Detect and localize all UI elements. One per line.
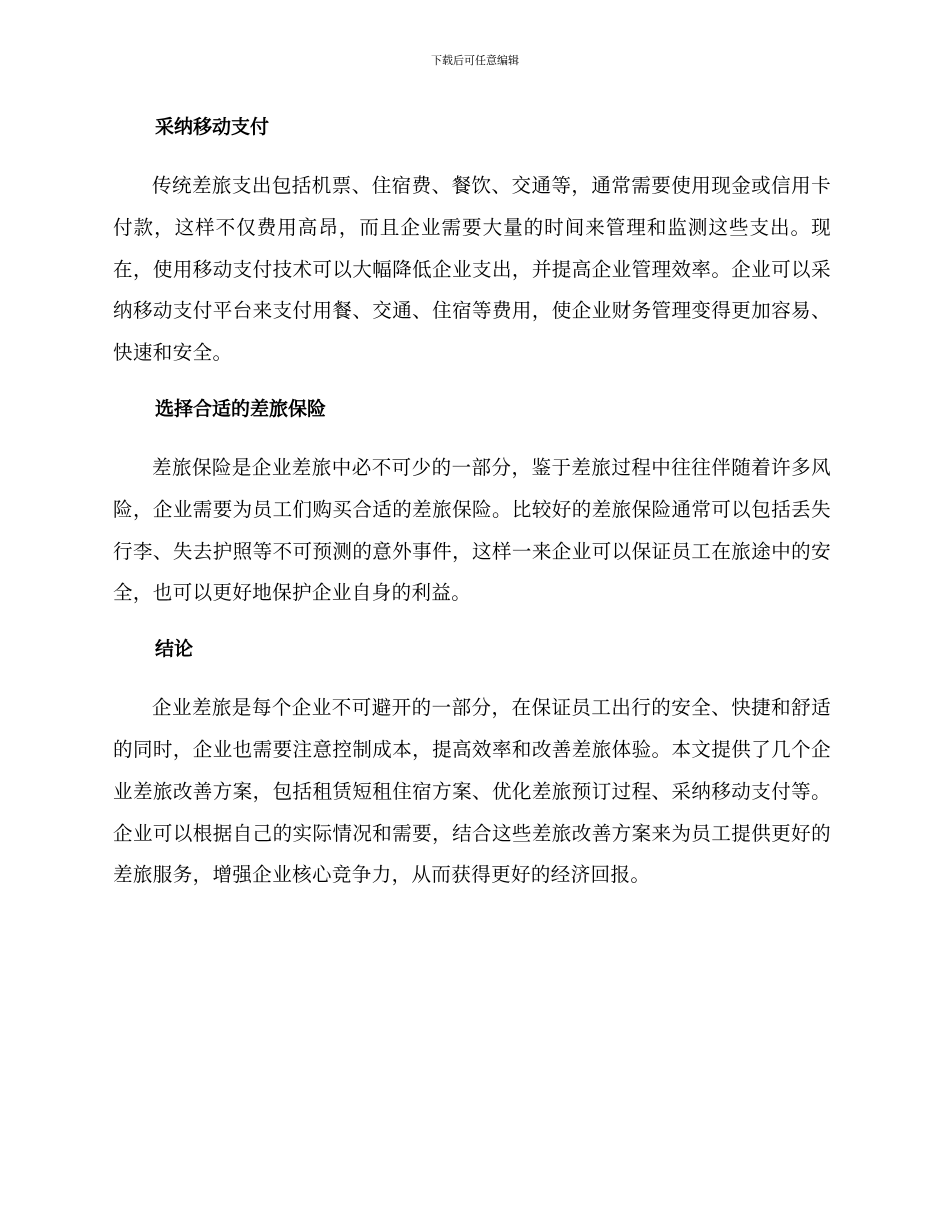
section-paragraph: 差旅保险是企业差旅中必不可少的一部分，鉴于差旅过程中往往伴随着许多风险，企业需要为员工们购买合适的差旅保险。比较好的差旅保险通常可以包括丢失行李、失去护照等不可预测的意外事件，这样一来企业可以保证员工在旅途中的安全，也可以更好地保护企业自身的利益。	[113, 455, 831, 605]
section-conclusion	[113, 632, 831, 896]
section-paragraph: 传统差旅支出包括机票、住宿费、餐饮、交通等，通常需要使用现金或信用卡付款，这样不仅费用高昂，而且企业需要大量的时间来管理和监测这些支出。现在，使用移动支付技术可以大幅降低企业支出，并提高企业管理效率。企业可以采纳移动支付平台来支付用餐、交通、住宿等费用，使企业财务管理变得更加容易、快速和安全。	[113, 174, 831, 365]
page-header: 下载后可任意编辑	[431, 54, 519, 67]
section-mobile-payment	[113, 110, 831, 374]
section-heading: 选择合适的差旅保险	[155, 397, 327, 420]
section-heading: 采纳移动支付	[155, 116, 270, 138]
section-heading: 结论	[155, 638, 194, 661]
section-paragraph: 企业差旅是每个企业不可避开的一部分，在保证员工出行的安全、快捷和舒适的同时，企业也需要注意控制成本，提高效率和改善差旅体验。本文提供了几个企业差旅改善方案，包括租赁短租住宿方案、优化差旅预订过程、采纳移动支付等。企业可以根据自己的实际情况和需要，结合这些差旅改善方案来为员工提供更好的差旅服务，增强企业核心竞争力，从而获得更好的经济回报。	[113, 696, 831, 887]
section-travel-insurance	[113, 392, 831, 614]
document-body	[113, 110, 831, 896]
